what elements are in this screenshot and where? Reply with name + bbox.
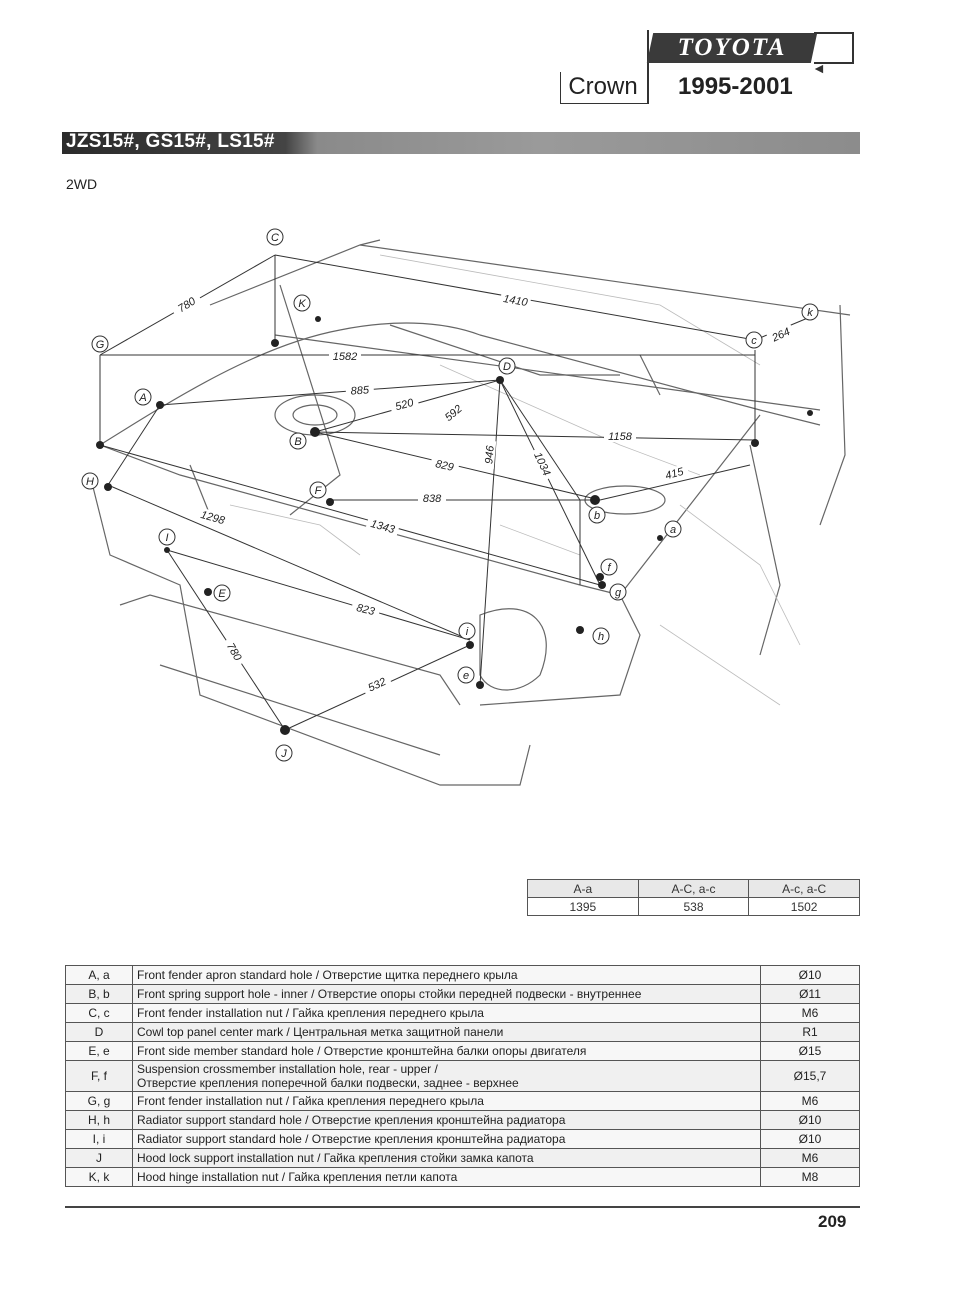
point-label-i — [459, 623, 475, 639]
point-label-text: f — [607, 562, 611, 574]
legend-desc-line: Отверстие крепления поперечной балки подвески, заднее - верхнее — [137, 1076, 519, 1090]
legend-value: Ø15 — [761, 1042, 860, 1061]
legend-code: B, b — [66, 985, 133, 1004]
legend-value: M6 — [761, 1004, 860, 1023]
legend-code: F, f — [66, 1061, 133, 1092]
point-label-text: A — [139, 392, 147, 404]
dimension-value: 823 — [355, 602, 376, 619]
summary-table — [527, 879, 860, 916]
dimension-value: 885 — [350, 384, 370, 398]
point-label-I — [159, 529, 175, 545]
point-label-C — [267, 229, 283, 245]
model-years: 1995-2001 — [678, 73, 793, 100]
dimension-value: 1158 — [608, 431, 632, 443]
dimension-value: 1410 — [502, 292, 529, 310]
table-row — [66, 1130, 860, 1149]
model-name: Crown — [568, 73, 638, 100]
dimension-value: 1034 — [531, 450, 553, 478]
dimension-value: 264 — [770, 325, 793, 345]
point-K-mark — [315, 316, 321, 322]
point-label-J — [276, 745, 292, 761]
point-h-mark — [576, 626, 584, 634]
legend-value: Ø11 — [761, 985, 860, 1004]
point-label-c — [746, 332, 762, 348]
point-g-mark — [598, 581, 606, 589]
dimension-value: 592 — [442, 402, 465, 424]
point-label-text: G — [95, 339, 105, 351]
legend-description — [133, 985, 761, 1004]
legend-desc-line: Front fender installation nut / Гайка крепления переднего крыла — [137, 1094, 484, 1108]
table-row — [66, 1004, 860, 1023]
point-A-mark — [156, 401, 164, 409]
legend-code: H, h — [66, 1111, 133, 1130]
legend-value: M6 — [761, 1092, 860, 1111]
table-row — [66, 1149, 860, 1168]
legend-value: Ø10 — [761, 1130, 860, 1149]
dimension-value: 1298 — [199, 508, 226, 528]
dimension-lines — [100, 255, 815, 730]
legend-table — [65, 965, 860, 1187]
point-label-text: c — [751, 335, 757, 347]
point-label-B — [290, 433, 306, 449]
legend-code: K, k — [66, 1168, 133, 1187]
point-label-b — [589, 507, 605, 523]
point-B-mark — [310, 427, 320, 437]
brand-logo — [647, 33, 817, 63]
point-D-mark — [496, 376, 504, 384]
point-b-mark — [590, 495, 600, 505]
point-label-text: k — [807, 307, 813, 319]
point-label-text: D — [503, 361, 511, 373]
legend-code: A, a — [66, 966, 133, 985]
dimension-value: 780 — [223, 641, 244, 663]
legend-desc-line: Front fender installation nut / Гайка крепления переднего крыла — [137, 1006, 484, 1020]
summary-header: A-c, a-C — [749, 880, 860, 898]
legend-desc-line: Front spring support hole - inner / Отверстие опоры стойки передней подвески - внутреннее — [137, 987, 642, 1001]
legend-desc-line: Radiator support standard hole / Отверстие крепления кронштейна радиатора — [137, 1113, 566, 1127]
summary-header-row — [528, 880, 860, 898]
point-label-text: e — [462, 670, 470, 682]
legend-desc-line: Hood lock support installation nut / Гайка крепления стойки замка капота — [137, 1151, 534, 1165]
legend-code: I, i — [66, 1130, 133, 1149]
dimension-value: 946 — [483, 445, 497, 465]
legend-description — [133, 1092, 761, 1111]
legend-value: Ø15,7 — [761, 1061, 860, 1092]
summary-header: A-a — [528, 880, 639, 898]
point-label-A — [135, 389, 151, 405]
table-row — [66, 1111, 860, 1130]
legend-description — [133, 1130, 761, 1149]
point-label-G — [92, 336, 108, 352]
legend-description — [133, 1061, 761, 1092]
footer-rule — [65, 1206, 860, 1208]
legend-value: R1 — [761, 1023, 860, 1042]
legend-desc-line: Suspension crossmember installation hole, rear - upper / — [137, 1062, 438, 1076]
legend-code: E, e — [66, 1042, 133, 1061]
body-dimensions-diagram — [60, 225, 860, 805]
table-row — [66, 966, 860, 985]
point-label-F — [310, 482, 326, 498]
summary-value-row — [528, 898, 860, 916]
point-label-E — [214, 585, 230, 601]
point-label-H — [82, 473, 98, 489]
dimension-value: 1343 — [369, 517, 396, 537]
legend-value: Ø10 — [761, 1111, 860, 1130]
point-label-text: F — [314, 485, 322, 497]
table-row — [66, 1168, 860, 1187]
point-H-mark — [104, 483, 112, 491]
legend-desc-line: Front side member standard hole / Отверстие кронштейна балки опоры двигателя — [137, 1044, 587, 1058]
page-number: 209 — [818, 1212, 847, 1231]
point-label-text: C — [271, 232, 279, 244]
point-label-h — [593, 628, 609, 644]
point-C-mark — [271, 339, 279, 347]
point-f-mark — [596, 573, 604, 581]
summary-value: 1502 — [749, 898, 860, 916]
section-title: JZS15#, GS15#, LS15# — [66, 131, 275, 152]
summary-value: 538 — [638, 898, 749, 916]
point-label-text: g — [614, 587, 622, 599]
point-i-mark — [466, 641, 474, 649]
point-label-D — [499, 358, 515, 374]
dimension-value: 838 — [422, 493, 442, 505]
point-label-text: h — [597, 631, 605, 643]
legend-desc-line: Radiator support standard hole / Отверстие крепления кронштейна радиатора — [137, 1132, 566, 1146]
point-label-text: J — [281, 748, 287, 760]
arrow-left-icon: ◄ — [812, 60, 826, 76]
legend-description — [133, 1149, 761, 1168]
point-label-text: K — [298, 298, 306, 310]
point-label-f — [601, 559, 617, 575]
legend-description — [133, 1168, 761, 1187]
legend-desc-line: Hood hinge installation nut / Гайка крепления петли капота — [137, 1170, 458, 1184]
point-label-text: I — [165, 532, 169, 544]
legend-value: M6 — [761, 1149, 860, 1168]
dimension-value: 520 — [394, 396, 415, 414]
point-label-text: i — [465, 626, 469, 638]
point-F-mark — [326, 498, 334, 506]
dimension-value: 829 — [434, 458, 455, 474]
point-label-e — [458, 667, 474, 683]
table-row — [66, 1042, 860, 1061]
legend-description — [133, 966, 761, 985]
point-label-text: E — [218, 588, 226, 600]
legend-value: Ø10 — [761, 966, 860, 985]
legend-desc-line: Front fender apron standard hole / Отверстие щитка переднего крыла — [137, 968, 518, 982]
point-E-mark — [204, 588, 212, 596]
table-row — [66, 1061, 860, 1092]
legend-description — [133, 1023, 761, 1042]
legend-code: D — [66, 1023, 133, 1042]
summary-header: A-C, a-c — [638, 880, 749, 898]
table-row — [66, 1092, 860, 1111]
point-e-mark — [476, 681, 484, 689]
point-label-g — [610, 584, 626, 600]
dimension-value: 532 — [366, 675, 389, 695]
point-label-text: B — [294, 436, 302, 448]
point-G-mark — [96, 441, 104, 449]
drive-type-label: 2WD — [66, 176, 98, 192]
legend-description — [133, 1111, 761, 1130]
legend-code: J — [66, 1149, 133, 1168]
legend-description — [133, 1004, 761, 1023]
point-c-mark — [751, 439, 759, 447]
point-label-text: a — [669, 524, 677, 536]
legend-desc-line: Cowl top panel center mark / Центральная метка защитной панели — [137, 1025, 504, 1039]
legend-value: M8 — [761, 1168, 860, 1187]
point-label-text: b — [593, 510, 601, 522]
point-label-text: H — [86, 476, 94, 488]
table-row — [66, 985, 860, 1004]
point-k-mark — [807, 410, 813, 416]
dimension-value: 780 — [175, 295, 198, 316]
legend-description — [133, 1042, 761, 1061]
point-I-mark — [164, 547, 170, 553]
point-label-k — [802, 304, 818, 320]
brand-name: TOYOTA — [677, 34, 787, 61]
point-a-mark — [657, 535, 663, 541]
table-row — [66, 1023, 860, 1042]
legend-code: C, c — [66, 1004, 133, 1023]
point-J-mark — [280, 725, 290, 735]
summary-value: 1395 — [528, 898, 639, 916]
dimension-value: 415 — [664, 465, 685, 483]
dimension-value: 1582 — [332, 351, 358, 363]
legend-code: G, g — [66, 1092, 133, 1111]
point-label-K — [294, 295, 310, 311]
point-label-a — [665, 521, 681, 537]
